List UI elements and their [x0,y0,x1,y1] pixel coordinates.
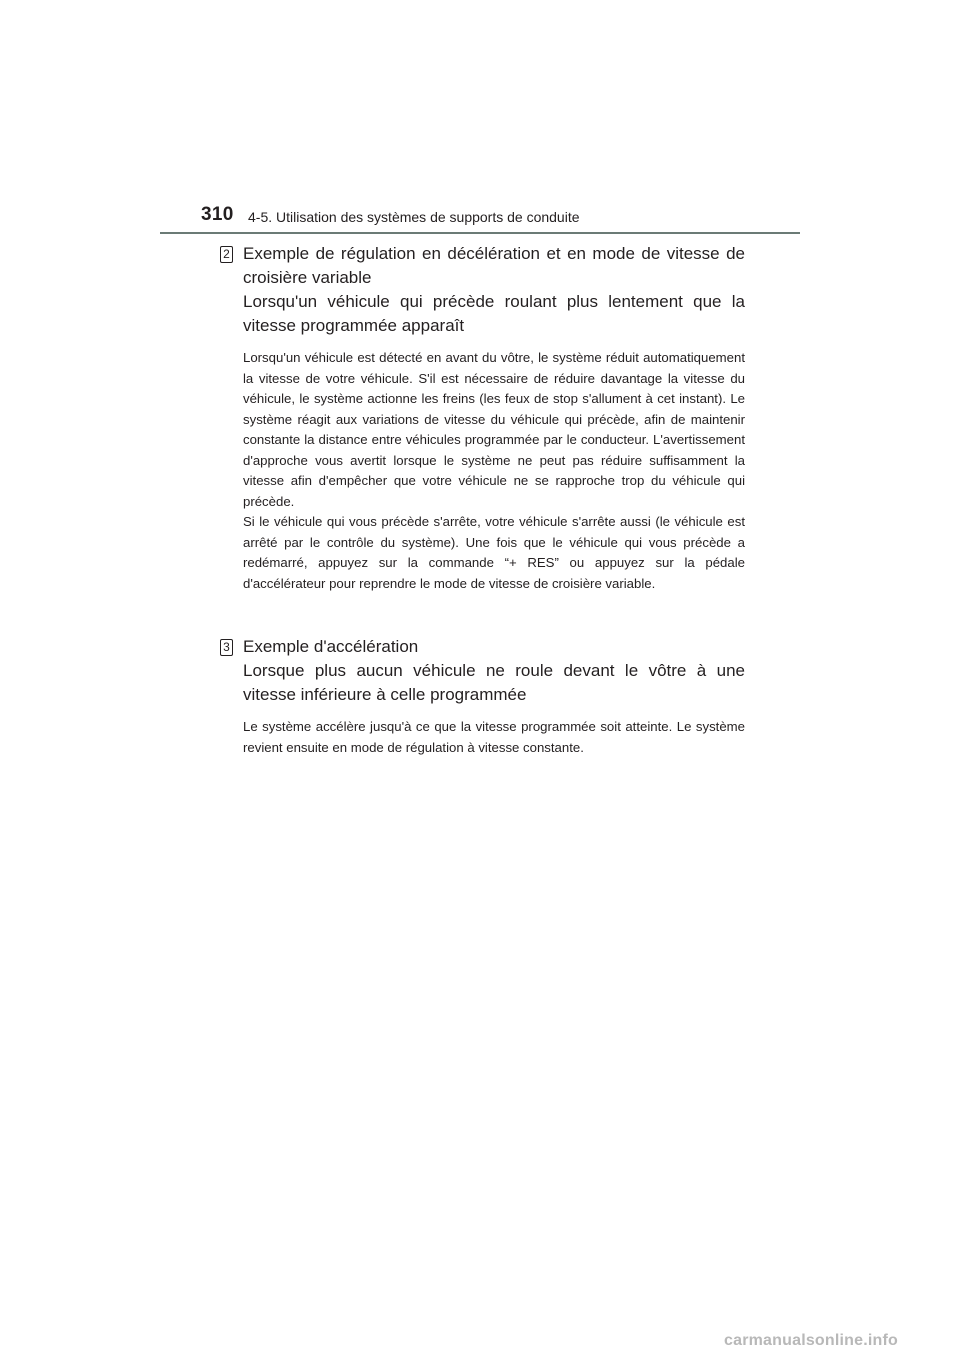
section-title: 4-5. Utilisation des systèmes de supports de conduite [248,209,580,225]
body-paragraph: Le système accélère jusqu'à ce que la vitesse programmée soit atteinte. Le système revient ensuite en mode de régulation à vitesse constante. [243,719,745,755]
item-subheading: Lorsqu'un véhicule qui précède roulant plus lentement que la vitesse programmée apparaît [243,292,745,335]
item-body [243,717,745,758]
item-body [243,348,745,594]
item-heading: Exemple de régulation en décélération et en mode de vitesse de croisière variable [243,244,745,287]
watermark: carmanualsonline.info [724,1332,899,1349]
item-subheading: Lorsque plus aucun véhicule ne roule devant le vôtre à une vitesse inférieure à celle programmée [243,661,745,704]
body-paragraph: Lorsqu'un véhicule est détecté en avant du vôtre, le système réduit automatiquement la vitesse de votre véhicule. S'il est nécessaire de réduire davantage la vitesse du véhicule, le système actionne les freins (les feux de stop s'allument à cet instant). Le système réagit aux variations de vitesse du véhicule qui précède, afin de maintenir constante la distance entre véhicules programmée par le conducteur. L'avertissement d'approche vous avertit lorsque le système ne peut pas réduire suffisamment la vitesse afin d'empêcher que votre véhicule ne se rapproche trop du véhicule qui précède. [243,350,745,509]
item-heading: Exemple d'accélération [243,637,419,656]
list-item [223,242,745,594]
header-divider [160,232,800,234]
list-item [223,635,745,758]
item-number-marker: 2 [220,246,233,263]
page-number: 310 [201,204,234,225]
body-paragraph: Si le véhicule qui vous précède s'arrête, votre véhicule s'arrête aussi (le véhicule est arrêté par le contrôle du système). Une fois que le véhicule qui vous précède a redémarré, appuyez sur la commande “+ RES” ou appuyez sur la pédale d'accélérateur pour reprendre le mode de vitesse de croisière variable. [243,514,745,591]
item-number-marker: 3 [220,639,233,656]
